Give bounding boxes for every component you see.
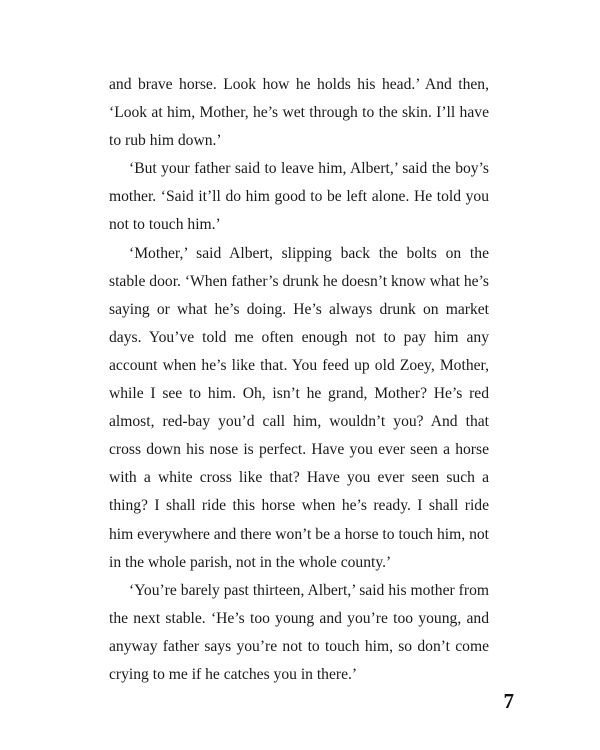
body-text — [109, 71, 489, 689]
page-number: 7 — [503, 689, 514, 713]
paragraph-4: ‘You’re barely past thirteen, Albert,’ said his mother from the next stable. ‘He’s too young and you’re too young, and anyway father says you’re not to touch him, so don’t come crying to me if he catches you in there.’ — [109, 581, 489, 683]
paragraph-3: ‘Mother,’ said Albert, slipping back the bolts on the stable door. ‘When father’s drunk he doesn’t know what he’s saying or what he’s doing. He’s always drunk on market days. You’ve told me often enough not to pay him any account when he’s like that. You feed up old Zoey, Mother, while I see to him. Oh, isn’t he grand, Mother? He’s red almost, red-bay you’d call him, wouldn’t you? And that cross down his nose is perfect. Have you ever seen a horse with a white cross like that? Have you ever seen such a thing? I shall ride this horse when he’s ready. I shall ride him everywhere and there won’t be a horse to touch him, not in the whole parish, not in the whole county.’ — [109, 244, 489, 571]
paragraph-1: and brave horse. Look how he holds his head.’ And then, ‘Look at him, Mother, he’s wet through to the skin. I’ll have to rub him down.’ — [109, 76, 489, 150]
paragraph-2: ‘But your father said to leave him, Albert,’ said the boy’s mother. ‘Said it’ll do him good to be left alone. He told you not to touch him.’ — [109, 160, 489, 234]
